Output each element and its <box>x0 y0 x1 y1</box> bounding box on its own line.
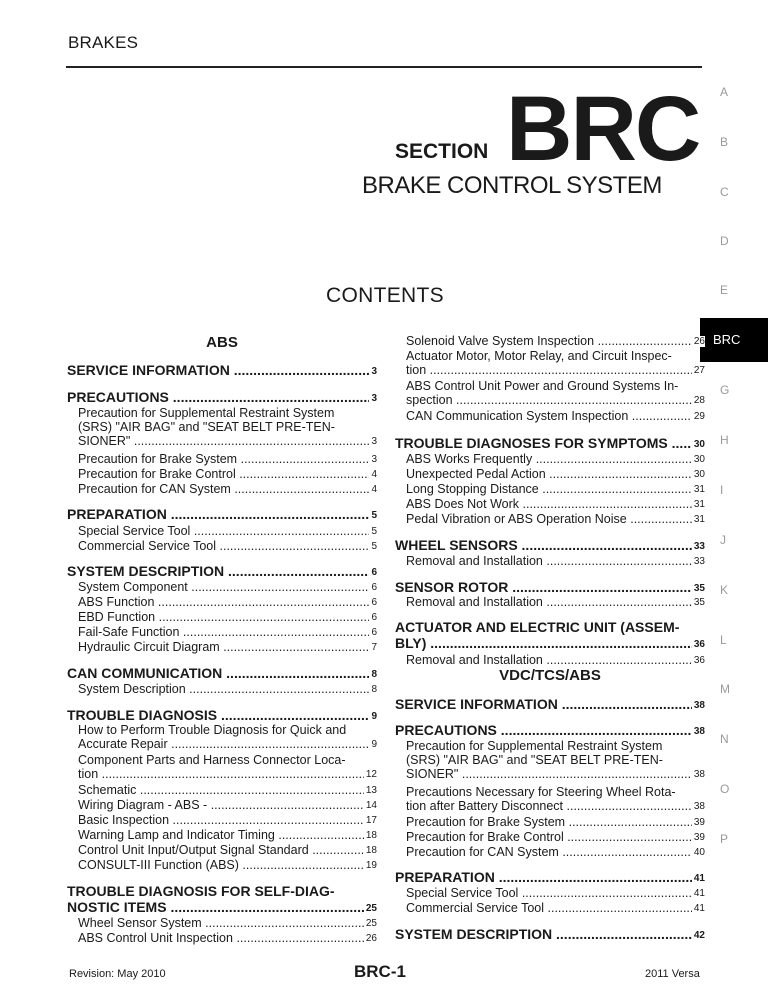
toc-entry[interactable]: Solenoid Valve System Inspection 26 ..... <box>406 334 705 348</box>
toc-entry[interactable]: Commercial Service Tool 5 ..... <box>78 539 377 553</box>
toc-entry[interactable]: PREPARATION 5 ..... <box>67 506 377 522</box>
footer-model: 2011 Versa <box>645 968 700 980</box>
tab-brc[interactable]: BRC <box>700 318 768 362</box>
toc-entry[interactable]: Hydraulic Circuit Diagram 7 ..... <box>78 640 377 654</box>
footer-page-id: BRC-1 <box>354 962 406 981</box>
toc-entry[interactable]: SYSTEM DESCRIPTION 6 ..... <box>67 563 377 579</box>
toc-entry[interactable]: Precaution for Brake System 39 ..... <box>406 815 705 829</box>
toc-entry[interactable]: Precaution for CAN System 40 ..... <box>406 845 705 859</box>
tab-d[interactable]: D <box>720 234 729 248</box>
toc-entry[interactable]: Wheel Sensor System 25 ..... <box>78 916 377 930</box>
tab-l[interactable]: L <box>720 633 727 647</box>
toc-entry[interactable]: Long Stopping Distance 31 ..... <box>406 482 705 496</box>
tab-o[interactable]: O <box>720 782 730 796</box>
toc-entry[interactable]: SENSOR ROTOR 35 ..... <box>395 579 705 595</box>
toc-entry[interactable]: Precaution for Brake Control 4 ..... <box>78 467 377 481</box>
toc-entry[interactable]: TROUBLE DIAGNOSES FOR SYMPTOMS 30 ..... <box>395 435 705 451</box>
toc-entry[interactable]: ACTUATOR AND ELECTRIC UNIT (ASSEM- BLY) 36 ..... <box>395 619 705 651</box>
tab-c[interactable]: C <box>720 185 729 199</box>
toc-entry[interactable]: CAN COMMUNICATION 8 ..... <box>67 665 377 681</box>
toc-entry[interactable]: SYSTEM DESCRIPTION 42 ..... <box>395 926 705 942</box>
section-title: BRAKE CONTROL SYSTEM <box>362 172 662 199</box>
header-rule <box>66 66 702 68</box>
toc-entry[interactable]: Precaution for CAN System 4 ..... <box>78 482 377 496</box>
toc-entry[interactable]: ABS Function 6 ..... <box>78 595 377 609</box>
toc-entry[interactable]: Unexpected Pedal Action 30 ..... <box>406 467 705 481</box>
toc-entry[interactable]: TROUBLE DIAGNOSIS FOR SELF-DIAG- NOSTIC ITEMS 25 ..... <box>67 883 377 915</box>
toc-entry[interactable]: WHEEL SENSORS 33 ..... <box>395 537 705 553</box>
toc-entry[interactable]: Precaution for Brake System 3 ..... <box>78 452 377 466</box>
abs-heading: ABS <box>206 334 238 351</box>
toc-entry[interactable]: Commercial Service Tool 41 ..... <box>406 901 705 915</box>
tab-k[interactable]: K <box>720 583 729 597</box>
toc-entry[interactable]: Schematic 13 ..... <box>78 783 377 797</box>
toc-entry[interactable]: Control Unit Input/Output Signal Standard 18 ..... <box>78 843 377 857</box>
toc-entry[interactable]: Special Service Tool 41 ..... <box>406 886 705 900</box>
toc-entry[interactable]: Pedal Vibration or ABS Operation Noise 31 ..... <box>406 512 705 526</box>
toc-entry[interactable]: Basic Inspection 17 ..... <box>78 813 377 827</box>
toc-entry[interactable]: System Description 8 ..... <box>78 682 377 696</box>
toc-entry[interactable]: Fail-Safe Function 6 ..... <box>78 625 377 639</box>
toc-entry[interactable]: Precaution for Supplemental Restraint System (SRS) "AIR BAG" and "SEAT BELT PRE-TEN- SIONER" 38 ..... <box>406 739 705 781</box>
toc-entry[interactable]: ABS Control Unit Power and Ground Systems In- spection 28 ..... <box>406 379 705 407</box>
toc-entry[interactable]: SERVICE INFORMATION 38 ..... <box>395 696 705 712</box>
toc-entry[interactable]: How to Perform Trouble Diagnosis for Quick and Accurate Repair 9 ..... <box>78 723 377 751</box>
chapter-title: BRAKES <box>68 33 139 52</box>
toc-entry[interactable]: Actuator Motor, Motor Relay, and Circuit Inspec- tion 27 ..... <box>406 349 705 377</box>
toc-entry[interactable]: Warning Lamp and Indicator Timing 18 ..... <box>78 828 377 842</box>
toc-entry[interactable]: Component Parts and Harness Connector Loca- tion 12 ..... <box>78 753 377 781</box>
toc-entry[interactable]: CAN Communication System Inspection 29 ..... <box>406 409 705 423</box>
tab-i[interactable]: I <box>720 483 724 497</box>
toc-entry[interactable]: ABS Works Frequently 30 ..... <box>406 452 705 466</box>
toc-entry[interactable]: PREPARATION 41 ..... <box>395 869 705 885</box>
toc-entry[interactable]: SERVICE INFORMATION 3 ..... <box>67 362 377 378</box>
toc-entry[interactable]: Precaution for Brake Control 39 ..... <box>406 830 705 844</box>
tab-e[interactable]: E <box>720 283 729 297</box>
section-code: BRC <box>506 78 700 180</box>
tab-g[interactable]: G <box>720 383 730 397</box>
toc-entry[interactable]: ABS Control Unit Inspection 26 ..... <box>78 931 377 945</box>
section-label: SECTION <box>395 140 489 163</box>
tab-m[interactable]: M <box>720 682 730 696</box>
toc-entry[interactable]: ABS Does Not Work 31 ..... <box>406 497 705 511</box>
tab-n[interactable]: N <box>720 732 729 746</box>
toc-entry[interactable]: EBD Function 6 ..... <box>78 610 377 624</box>
toc-entry[interactable]: System Component 6 ..... <box>78 580 377 594</box>
toc-entry[interactable]: TROUBLE DIAGNOSIS 9 ..... <box>67 707 377 723</box>
toc-entry[interactable]: CONSULT-III Function (ABS) 19 ..... <box>78 858 377 872</box>
toc-entry[interactable]: Wiring Diagram - ABS - 14 ..... <box>78 798 377 812</box>
tab-j[interactable]: J <box>720 533 726 547</box>
toc-entry[interactable]: Removal and Installation 36 ..... <box>406 653 705 667</box>
tab-h[interactable]: H <box>720 433 729 447</box>
toc-entry[interactable]: Precautions Necessary for Steering Wheel Rota- tion after Battery Disconnect 38 ..... <box>406 785 705 813</box>
toc-entry[interactable]: Removal and Installation 33 ..... <box>406 554 705 568</box>
toc-entry[interactable]: Removal and Installation 35 ..... <box>406 595 705 609</box>
tab-p[interactable]: P <box>720 832 729 846</box>
footer-revision: Revision: May 2010 <box>69 968 166 980</box>
toc-entry[interactable]: PRECAUTIONS 38 ..... <box>395 722 705 738</box>
toc-entry[interactable]: PRECAUTIONS 3 ..... <box>67 389 377 405</box>
tab-a[interactable]: A <box>720 85 729 99</box>
tab-b[interactable]: B <box>720 135 729 149</box>
toc-entry[interactable]: Special Service Tool 5 ..... <box>78 524 377 538</box>
vdc-heading: VDC/TCS/ABS <box>499 667 601 684</box>
contents-title: CONTENTS <box>326 284 444 307</box>
toc-entry[interactable]: Precaution for Supplemental Restraint System (SRS) "AIR BAG" and "SEAT BELT PRE-TEN- SIONER" 3 ..... <box>78 406 377 448</box>
